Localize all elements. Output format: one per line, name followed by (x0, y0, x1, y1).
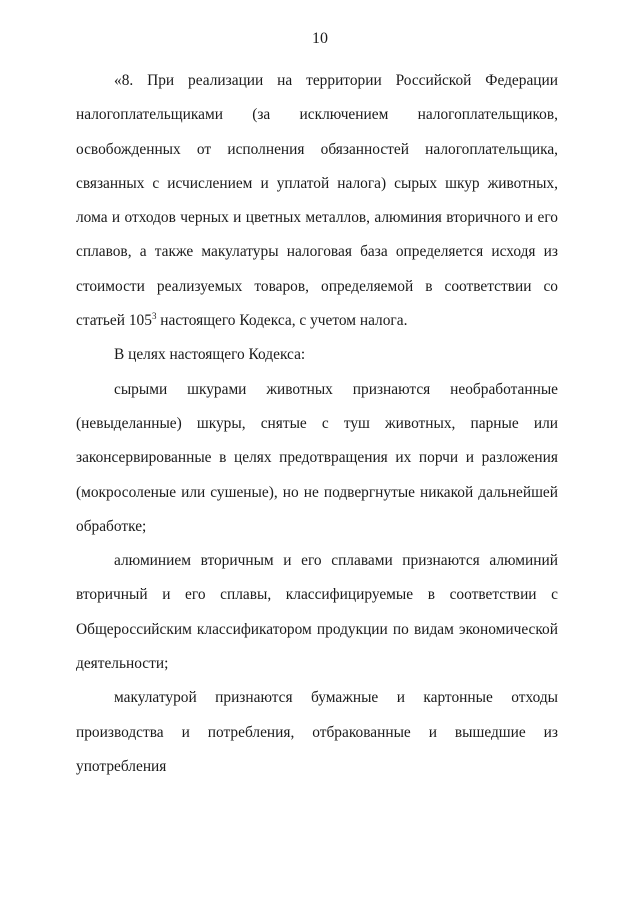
paragraph-raw-hides: сырыми шкурами животных признаются необработанные (невыделанные) шкуры, снятые с туш животных, парные или законсервированные в целях предотвращения их порчи и разложения (мокросоленые или сушеные), но не подвергнутые никакой дальнейшей обработке; (76, 380, 558, 535)
paragraph-waste-paper: макулатурой признаются бумажные и картонные отходы производства и потребления, отбракованные и вышедшие из употребления (76, 689, 558, 775)
article-superscript: 3 (151, 311, 157, 322)
document-body (76, 64, 558, 784)
paragraph-definitions-intro: В целях настоящего Кодекса: (114, 346, 306, 364)
paragraph-tax-base-ending: настоящего Кодекса, с учетом налога. (156, 312, 408, 330)
paragraph-secondary-aluminium: алюминием вторичным и его сплавами признаются алюминий вторичный и его сплавы, классифицируемые в соответствии с Общероссийским классификатором продукции по видам экономической деятельности; (76, 552, 558, 673)
paragraph-tax-base-text: «8. При реализации на территории Российской Федерации налогоплательщиками (за исключением налогоплательщиков, освобожденных от исполнения обязанностей налогоплательщика, связанных с исчислением и уплатой налога) сырых шкур животных, лома и отходов черных и цветных металлов, алюминия вторичного и его сплавов, а также макулатуры налоговая база определяется исходя из стоимости реализуемых товаров, определяемой в соответствии со статьей 105 (76, 72, 558, 330)
paragraph-tax-base (76, 64, 558, 338)
page-number: 10 (312, 30, 328, 47)
